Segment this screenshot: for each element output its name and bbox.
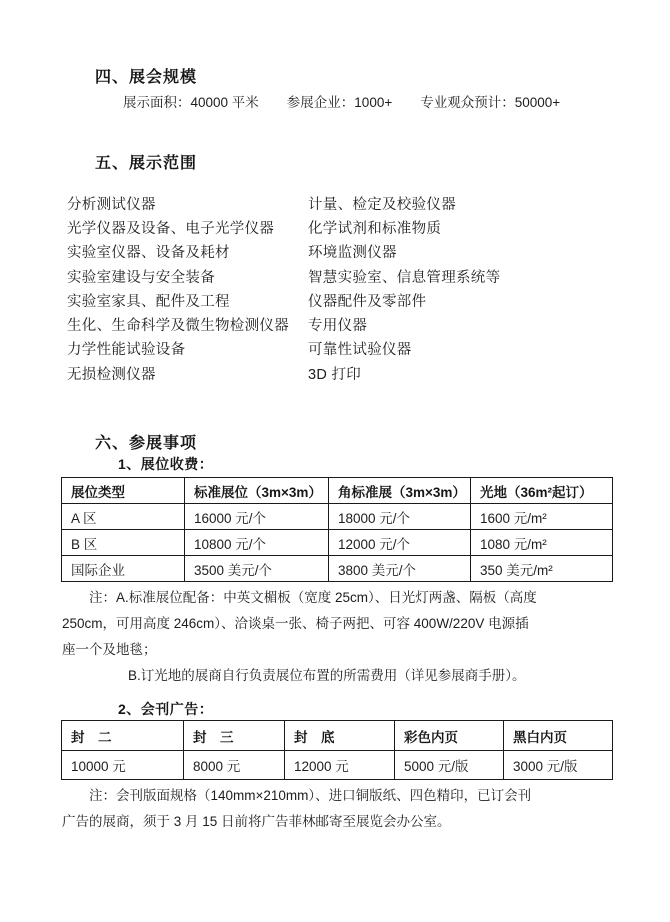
scope-item-right: 专用仪器 bbox=[308, 318, 368, 335]
scope-item-right: 3D 打印 bbox=[308, 366, 362, 383]
ad-col-color-page: 彩色内页 bbox=[395, 721, 504, 751]
booth-cell: 10800 元/个 bbox=[185, 530, 329, 556]
scope-item-left: 力学性能试验设备 bbox=[67, 342, 186, 359]
scope-item-left: 实验室仪器、设备及耗材 bbox=[67, 245, 230, 262]
note-line: 注：A.标准展位配备：中英文楣板（宽度 25cm）、日光灯两盏、隔板（高度 bbox=[89, 590, 537, 605]
note-line: 注：会刊版面规格（140mm×210mm）、进口铜版纸、四色精印，已订会刊 bbox=[89, 788, 532, 803]
scope-item-right: 计量、检定及校验仪器 bbox=[308, 196, 456, 213]
stat-visitor-forecast: 专业观众预计：50000+ bbox=[420, 95, 561, 110]
booth-cell: A 区 bbox=[62, 504, 185, 530]
scope-item-left: 光学仪器及设备、电子光学仪器 bbox=[67, 220, 275, 237]
table-row bbox=[62, 751, 613, 780]
scope-item-right: 可靠性试验仪器 bbox=[308, 342, 412, 359]
ad-cell: 10000 元 bbox=[62, 751, 184, 780]
note-line: B.订光地的展商自行负责展位布置的所需费用（详见参展商手册）。 bbox=[128, 668, 526, 683]
scope-item-left: 实验室家具、配件及工程 bbox=[67, 293, 230, 310]
scope-item-right: 化学试剂和标准物质 bbox=[308, 220, 442, 237]
ad-cell: 8000 元 bbox=[184, 751, 285, 780]
section4-stats bbox=[123, 91, 560, 111]
table-row bbox=[62, 556, 613, 582]
ad-col-backcover: 封 底 bbox=[285, 721, 395, 751]
ad-cell: 3000 元/版 bbox=[504, 751, 613, 780]
ad-col-cover3: 封 三 bbox=[184, 721, 285, 751]
scope-item-left: 生化、生命科学及微生物检测仪器 bbox=[67, 318, 289, 335]
scope-item-left: 实验室建设与安全装备 bbox=[67, 269, 215, 286]
booth-cell: 1080 元/m² bbox=[471, 530, 613, 556]
note-line: 座一个及地毯； bbox=[62, 642, 157, 657]
journal-ad-note bbox=[62, 783, 614, 834]
booth-cell: 18000 元/个 bbox=[329, 504, 471, 530]
stat-exhibitor-count: 参展企业：1000+ bbox=[286, 95, 393, 110]
table-row bbox=[62, 530, 613, 556]
booth-col-type: 展位类型 bbox=[62, 478, 185, 504]
section5-heading: 五、展示范围 bbox=[95, 155, 198, 172]
booth-cell: 国际企业 bbox=[62, 556, 185, 582]
booth-col-corner: 角标准展（3m×3m） bbox=[329, 478, 471, 504]
scope-item-left: 分析测试仪器 bbox=[67, 196, 156, 213]
note-line: 广告的展商，须于 3 月 15 日前将广告菲林邮寄至展览会办公室。 bbox=[62, 813, 451, 829]
scope-item-right: 环境监测仪器 bbox=[308, 245, 397, 262]
booth-cell: B 区 bbox=[62, 530, 185, 556]
ad-col-cover2: 封 二 bbox=[62, 721, 184, 751]
booth-col-rawspace: 光地（36m²起订） bbox=[471, 478, 613, 504]
ad-col-bw-page: 黑白内页 bbox=[504, 721, 613, 751]
note-line: 250cm，可用高度 246cm）、洽谈桌一张、椅子两把、可容 400W/220V 电源插 bbox=[62, 616, 529, 631]
booth-fee-note bbox=[62, 585, 614, 689]
section4-heading: 四、展会规模 bbox=[95, 69, 198, 86]
ad-cell: 12000 元 bbox=[285, 751, 395, 780]
scope-list bbox=[67, 191, 500, 385]
booth-cell: 3500 美元/个 bbox=[185, 556, 329, 582]
scope-item-right: 智慧实验室、信息管理系统等 bbox=[308, 269, 501, 286]
journal-ad-subheading: 2、会刊广告： bbox=[118, 701, 214, 717]
booth-cell: 12000 元/个 bbox=[329, 530, 471, 556]
journal-ad-table bbox=[61, 720, 613, 780]
booth-fee-subheading: 1、展位收费： bbox=[118, 456, 214, 472]
scope-item-right: 仪器配件及零部件 bbox=[308, 293, 427, 310]
booth-cell: 16000 元/个 bbox=[185, 504, 329, 530]
booth-cell: 1600 元/m² bbox=[471, 504, 613, 530]
scope-item-left: 无损检测仪器 bbox=[67, 366, 156, 383]
stat-exhibit-area: 展示面积：40000 平米 bbox=[123, 95, 259, 110]
booth-col-standard: 标准展位（3m×3m） bbox=[185, 478, 329, 504]
booth-fee-table bbox=[61, 477, 613, 582]
table-row bbox=[62, 504, 613, 530]
ad-cell: 5000 元/版 bbox=[395, 751, 504, 780]
section6-heading: 六、参展事项 bbox=[95, 435, 198, 452]
booth-cell: 350 美元/m² bbox=[471, 556, 613, 582]
booth-cell: 3800 美元/个 bbox=[329, 556, 471, 582]
